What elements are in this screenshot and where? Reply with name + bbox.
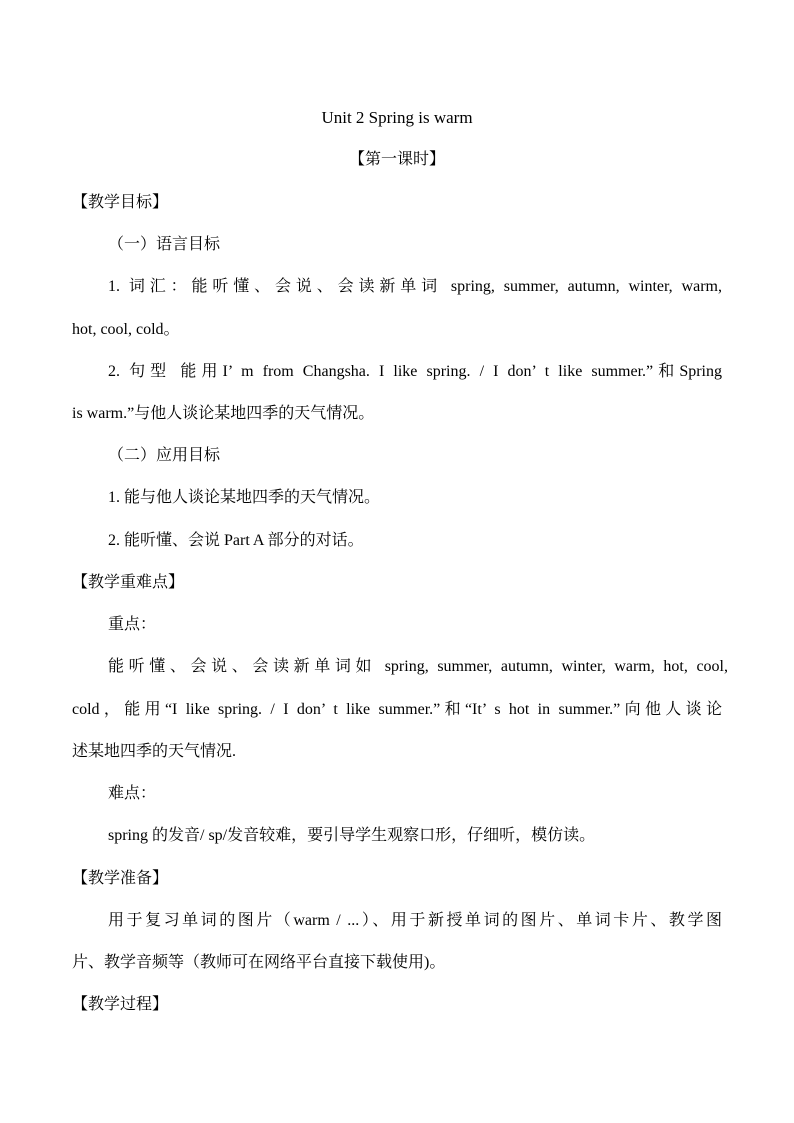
prep-line-1: 用于复习单词的图片（warm / ...）、用于新授单词的图片、单词卡片、教学图 <box>108 912 722 929</box>
lesson-label: 【第一课时】 <box>348 151 445 168</box>
application-item-2: 2. 能听懂、会说 Part A 部分的对话。 <box>108 532 364 549</box>
objectives-heading: 【教学目标】 <box>72 194 169 211</box>
keypoints-heading: 【教学重难点】 <box>72 574 185 591</box>
application-item-1: 1. 能与他人谈论某地四季的天气情况。 <box>108 489 381 506</box>
prep-heading: 【教学准备】 <box>72 870 169 887</box>
document-title: Unit 2 Spring is warm <box>321 108 473 127</box>
sentence-line-2: is warm.”与他人谈论某地四季的天气情况。 <box>72 405 375 422</box>
vocab-line-1: 1. 词汇：能听懂、会说、会读新单词 spring, summer, autumn, winter, warm, <box>108 278 722 295</box>
key-line-1: 能听懂、会说、会读新单词如 spring, summer, autumn, winter, warm, hot, cool, <box>108 658 728 675</box>
process-heading: 【教学过程】 <box>72 996 169 1013</box>
key-line-3: 述某地四季的天气情况. <box>72 743 237 760</box>
prep-line-2: 片、教学音频等（教师可在网络平台直接下载使用)。 <box>72 954 446 971</box>
vocab-line-2: hot, cool, cold。 <box>72 321 180 338</box>
difficult-line: spring 的发音/ sp/发音较难，要引导学生观察口形，仔细听，模仿读。 <box>108 827 596 844</box>
sentence-line-1: 2. 句型 能用I’ m from Changsha. I like spring. / I don’ t like summer.”和Spring <box>108 363 722 380</box>
key-label: 重点： <box>108 616 157 633</box>
application-goal-heading: （二）应用目标 <box>108 447 221 464</box>
key-line-2: cold，能用“I like spring. / I don’ t like summer.”和“It’ s hot in summer.”向他人谈论 <box>72 701 722 718</box>
language-goal-heading: （一）语言目标 <box>108 236 221 253</box>
difficult-label: 难点： <box>108 785 157 802</box>
